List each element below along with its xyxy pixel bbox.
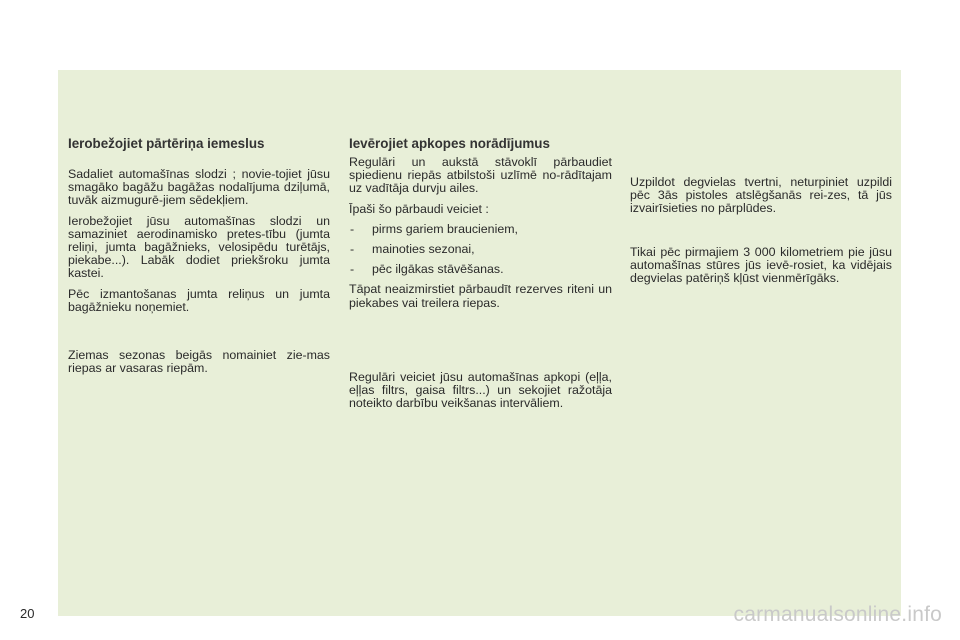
heading-reduce-overconsumption: Ierobežojiet pārtēriņa iemeslus — [68, 136, 265, 151]
heading-maintenance-instructions: Ievērojiet apkopes norādījumus — [349, 136, 550, 151]
list-item: - pirms gariem braucieniem, — [350, 221, 518, 236]
list-item: - pēc ilgākas stāvēšanas. — [350, 262, 504, 277]
list-item: - mainoties sezonai, — [350, 242, 475, 257]
column-right — [630, 176, 892, 285]
list-dash: - — [350, 242, 355, 257]
paragraph-aerodynamics: Ierobežojiet jūsu automašīnas slodzi un samaziniet aerodinamisko pretes-tību (jumta reliņi, jumta bagāžnieks, velosipēdu turētājs, piekabe...). Labāk dodiet priekšroku jumta kastei. — [68, 213, 330, 281]
list-dash: - — [350, 221, 355, 236]
column-left — [68, 137, 330, 375]
paragraph-tyre-pressure: Regulāri un aukstā stāvoklī pārbaudiet spiedienu riepās atbilstoši uzlīmē no-rādītajam uz vadītāja durvju ailes. — [349, 155, 612, 196]
paragraph-refuelling: Uzpildot degvielas tvertni, neturpiniet uzpildi pēc 3ās pistoles atslēgšanās rei-zes, tā jūs izvairīsieties no pārplūdes. — [630, 175, 892, 216]
page-number: 20 — [20, 606, 35, 621]
paragraph-regular-service: Regulāri veiciet jūsu automašīnas apkopi (eļļa, eļļas filtrs, gaisa filtrs...) un sekojiet ražotāja noteikto darbību veikšanas intervāliem. — [349, 369, 612, 411]
paragraph-winter-tyres: Ziemas sezonas beigās nomainiet zie-mas riepas ar vasaras riepām. — [68, 348, 330, 376]
paragraph-check-especially: Īpaši šo pārbaudi veiciet : — [349, 201, 489, 216]
check-occasions-list — [349, 223, 612, 277]
paragraph-remove-roof-rack: Pēc izmantošanas jumta reliņus un jumta bagāžnieku noņemiet. — [68, 286, 330, 314]
paragraph-spare-wheel: Tāpat neaizmirstiet pārbaudīt rezerves riteni un piekabes vai treilera riepas. — [349, 282, 612, 310]
paragraph-load-distribution: Sadaliet automašīnas slodzi ; novie-tojiet jūsu smagāko bagāžu bagāžas nodalījuma dziļumā, tuvāk aizmugurē-jiem sēdekļiem. — [68, 167, 330, 208]
column-middle — [349, 137, 612, 410]
paragraph-first-3000-km: Tikai pēc pirmajiem 3 000 kilometriem pie jūsu automašīnas stūres jūs ievē-rosiet, ka vidējais degvielas patēriņš kļūst vienmērīgāks. — [630, 244, 892, 286]
watermark: carmanualsonline.info — [733, 603, 942, 626]
list-dash: - — [350, 262, 355, 277]
